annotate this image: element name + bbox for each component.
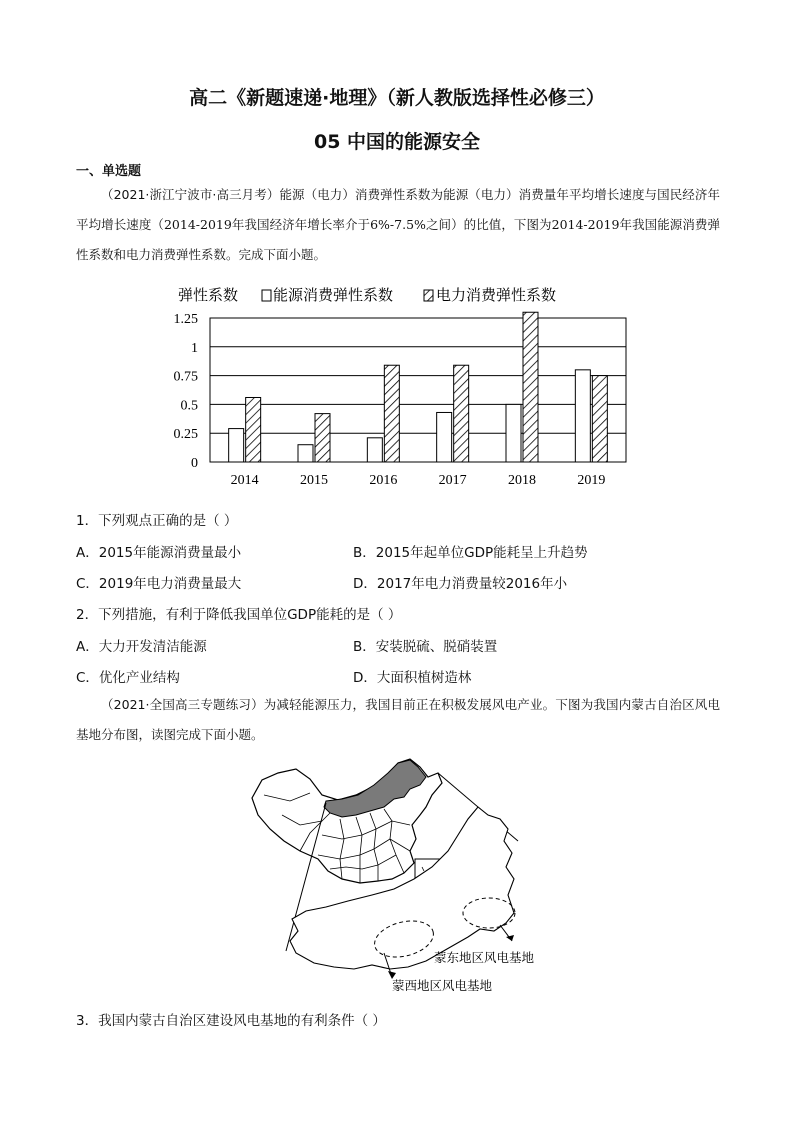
legend-swatch-power bbox=[424, 290, 433, 301]
x-tick-label: 2016 bbox=[369, 473, 398, 488]
inner-mongolia-wind-base-map bbox=[0, 755, 794, 995]
q1-option-d[interactable]: D．2017年电力消费量较2016年小 bbox=[353, 576, 568, 592]
bar-energy-2017 bbox=[437, 412, 452, 462]
passage-1 bbox=[76, 180, 720, 270]
bar-power-2018 bbox=[523, 312, 538, 462]
document-subtitle: 05 中国的能源安全 bbox=[313, 131, 481, 153]
q2-option-d[interactable]: D．大面积植树造林 bbox=[353, 670, 472, 686]
legend-label-energy: 能源消费弹性系数 bbox=[273, 286, 394, 304]
x-tick-label: 2014 bbox=[230, 473, 259, 488]
y-tick-label: 0.25 bbox=[173, 427, 198, 443]
passage-2 bbox=[76, 690, 720, 750]
question-3 bbox=[76, 1009, 386, 1029]
bar-energy-2014 bbox=[229, 429, 244, 462]
q2-option-a[interactable]: A．大力开发清洁能源 bbox=[76, 639, 207, 655]
question-3-number: 3． bbox=[76, 1013, 99, 1029]
bar-power-2016 bbox=[384, 365, 399, 462]
section-label: 一、单选题 bbox=[76, 164, 142, 179]
y-axis-label: 弹性系数 bbox=[178, 286, 239, 304]
passage-2-text: 为减轻能源压力，我国目前正在积极发展风电产业。下图为我国内蒙古自治区风电基地分布图，读图完成下面小题。 bbox=[76, 697, 720, 742]
y-tick-label: 0.5 bbox=[180, 398, 198, 414]
passage-1-source: （2021·浙江宁波市·高三月考） bbox=[101, 187, 280, 202]
bar-power-2015 bbox=[315, 414, 330, 462]
y-tick-label: 1.25 bbox=[173, 312, 198, 327]
q1-option-c[interactable]: C．2019年电力消费量最大 bbox=[76, 576, 242, 592]
q1-option-a[interactable]: A．2015年能源消费量最小 bbox=[76, 545, 242, 561]
bar-energy-2019 bbox=[575, 370, 590, 462]
label-east-wind-base: 蒙东地区风电基地 bbox=[434, 950, 535, 965]
bar-energy-2016 bbox=[367, 438, 382, 462]
bar-energy-2018 bbox=[506, 404, 521, 462]
elasticity-bar-chart bbox=[0, 278, 794, 498]
question-1-number: 1． bbox=[76, 513, 99, 529]
x-tick-label: 2015 bbox=[300, 473, 328, 488]
plot-frame bbox=[210, 318, 626, 462]
passage-1-text: 能源（电力）消费弹性系数为能源（电力）消费量年平均增长速度与国民经济年平均增长速度（2014-2019年我国经济年增长率介于6%-7.5%之间）的比值，下图为2014-2019年我国能源消费弹性系数和电力消费弹性系数。完成下面小题。 bbox=[76, 187, 720, 262]
bar-power-2017 bbox=[454, 365, 469, 462]
question-2-number: 2． bbox=[76, 607, 99, 623]
label-west-wind-base: 蒙西地区风电基地 bbox=[392, 978, 493, 993]
question-1 bbox=[76, 509, 237, 529]
x-tick-label: 2018 bbox=[508, 473, 536, 488]
y-tick-label: 1 bbox=[191, 340, 198, 356]
document-title: 高二《新题速递·地理》（新人教版选择性必修三） bbox=[189, 87, 605, 109]
y-tick-label: 0 bbox=[191, 456, 198, 471]
bar-energy-2015 bbox=[298, 445, 313, 462]
question-2-text: 下列措施，有利于降低我国单位GDP能耗的是（ ） bbox=[98, 607, 402, 623]
bar-power-2014 bbox=[246, 397, 261, 462]
passage-2-source: （2021·全国高三专题练习） bbox=[101, 697, 264, 712]
legend-label-power: 电力消费弹性系数 bbox=[436, 286, 557, 304]
q2-option-c[interactable]: C．优化产业结构 bbox=[76, 670, 180, 686]
bar-power-2019 bbox=[592, 376, 607, 462]
x-tick-label: 2017 bbox=[438, 473, 467, 488]
y-tick-label: 0.75 bbox=[173, 369, 198, 385]
x-tick-label: 2019 bbox=[577, 473, 606, 488]
q2-option-b[interactable]: B．安装脱硫、脱硝装置 bbox=[353, 639, 498, 655]
question-2 bbox=[76, 603, 401, 623]
question-3-text: 我国内蒙古自治区建设风电基地的有利条件（ ） bbox=[98, 1013, 386, 1029]
east-arrow-icon bbox=[506, 935, 514, 941]
q1-option-b[interactable]: B．2015年起单位GDP能耗呈上升趋势 bbox=[353, 545, 588, 561]
legend-swatch-energy bbox=[262, 290, 271, 301]
question-1-text: 下列观点正确的是（ ） bbox=[98, 513, 238, 529]
